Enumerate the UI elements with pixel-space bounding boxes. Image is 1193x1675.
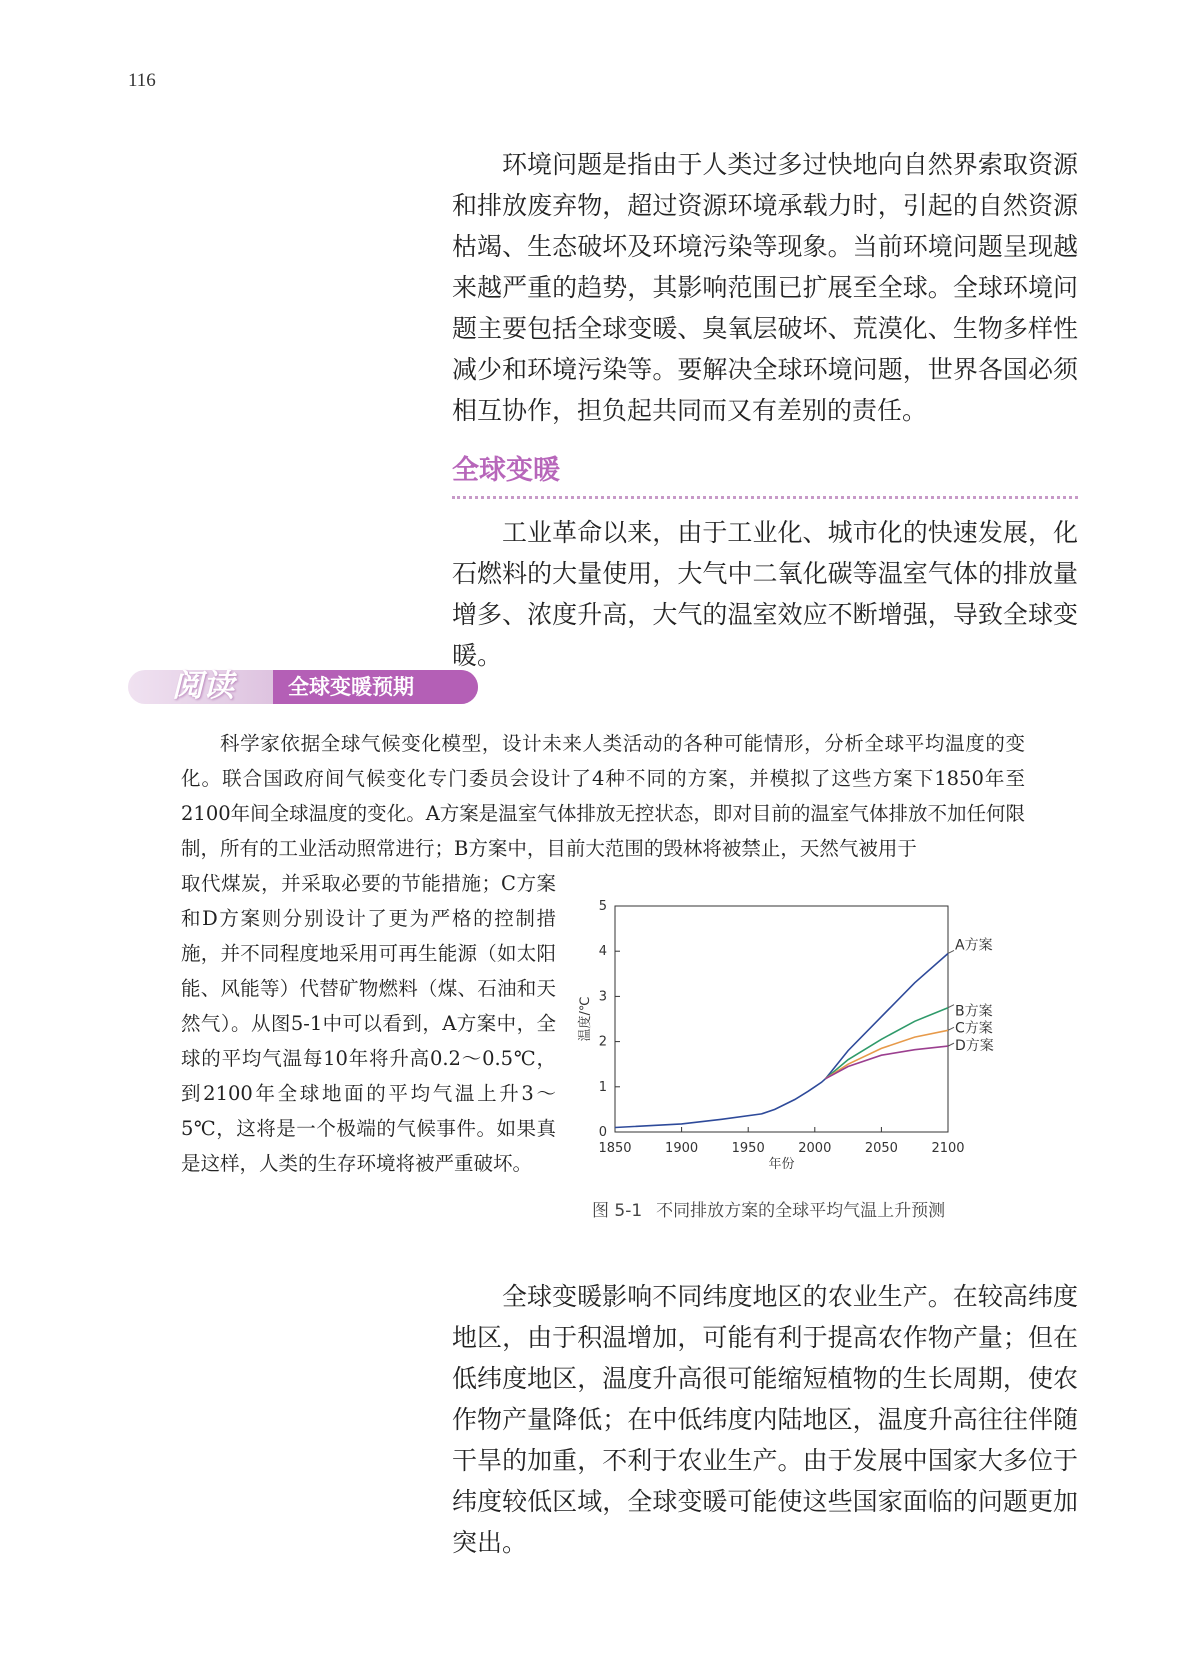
y-tick-label: 4	[598, 944, 607, 960]
series-label-A: A方案	[955, 937, 993, 954]
closing-paragraph-text: 全球变暖影响不同纬度地区的农业生产。在较高纬度地区，由于积温增加，可能有利于提高农作物产量；但在低纬度地区，温度升高很可能缩短植物的生长周期，使农作物产量降低；在中低纬度内陆地区，温度升高往往伴随干旱的加重，不利于农业生产。由于发展中国家大多位于纬度较低区域，全球变暖可能使这些国家面临的问题更加突出。	[452, 1282, 1078, 1557]
series-leader-A	[948, 950, 954, 953]
reading-paragraph-full	[181, 726, 1025, 866]
figure-number: 图 5-1	[592, 1201, 643, 1221]
section-paragraph-text: 工业革命以来，由于工业化、城市化的快速发展，化石燃料的大量使用，大气中二氧化碳等温室气体的排放量增多、浓度升高，大气的温室效应不断增强，导致全球变暖。	[452, 518, 1078, 670]
x-tick-label: 2100	[931, 1141, 965, 1156]
series-label-B: B方案	[955, 1003, 993, 1020]
section-divider	[452, 496, 1078, 499]
reading-paragraph-side-text: 取代煤炭，并采取必要的节能措施；C方案和D方案则分别设计了更为严格的控制措施，并不同程度地采用可再生能源（如太阳能、风能等）代替矿物燃料（煤、石油和天然气）。从图5-1中可以看到，A方案中，全球的平均气温每10年将升高0.2～0.5℃，到2100年全球地面的平均气温上升3～5℃，这将是一个极端的气候事件。如果真是这样，人类的生存环境将被严重破坏。	[181, 872, 556, 1175]
y-tick-label: 2	[598, 1034, 607, 1050]
y-tick-label: 3	[598, 989, 607, 1005]
x-tick-label: 1950	[731, 1141, 765, 1156]
y-axis-label: 温度/℃	[578, 996, 593, 1042]
x-tick-label: 2050	[864, 1141, 898, 1156]
page-number: 116	[128, 70, 156, 91]
intro-paragraph-text: 环境问题是指由于人类过多过快地向自然界索取资源和排放废弃物，超过资源环境承载力时，引起的自然资源枯竭、生态破坏及环境污染等现象。当前环境问题呈现越来越严重的趋势，其影响范围已扩展至全球。全球环境问题主要包括全球变暖、臭氧层破坏、荒漠化、生物多样性减少和环境污染等。要解决全球环境问题，世界各国必须相互协作，担负起共同而又有差别的责任。	[452, 150, 1078, 425]
x-axis-label: 年份	[768, 1157, 795, 1172]
reading-label: 阅读	[172, 668, 234, 704]
section-paragraph	[452, 512, 1078, 676]
x-tick-label: 2000	[798, 1141, 832, 1156]
intro-paragraph	[452, 144, 1078, 431]
reading-paragraph-full-text: 科学家依据全球气候变化模型，设计未来人类活动的各种可能情形，分析全球平均温度的变化。联合国政府间气候变化专门委员会设计了4种不同的方案，并模拟了这些方案下1850年至2100年间全球温度的变化。A方案是温室气体排放无控状态，即对目前的温室气体排放不加任何限制，所有的工业活动照常进行；B方案中，目前大范围的毁林将被禁止，天然气被用于	[181, 732, 1025, 860]
x-tick-label: 1900	[665, 1141, 699, 1156]
y-tick-label: 0	[598, 1125, 607, 1140]
reading-banner	[128, 666, 478, 706]
closing-paragraph	[452, 1276, 1078, 1563]
series-line-A	[826, 954, 949, 1079]
series-leader-C	[948, 1027, 954, 1030]
temperature-chart	[573, 894, 1013, 1184]
series-leader-D	[948, 1043, 954, 1046]
series-label-C: C方案	[955, 1020, 993, 1037]
series-label-D: D方案	[955, 1038, 994, 1055]
plot-frame	[615, 906, 948, 1132]
x-tick-label: 1850	[598, 1141, 632, 1156]
y-tick-label: 5	[598, 899, 607, 914]
temperature-chart-svg	[573, 894, 1013, 1184]
y-tick-label: 1	[598, 1079, 607, 1095]
section-title: 全球变暖	[452, 455, 560, 486]
figure-caption	[592, 1196, 945, 1221]
figure-caption-text: 不同排放方案的全球平均气温上升预测	[656, 1201, 946, 1221]
reading-title: 全球变暖预期	[288, 675, 414, 699]
reading-paragraph-side	[181, 866, 556, 1181]
series-leader-B	[948, 1005, 954, 1008]
series-line-baseline	[615, 1079, 826, 1128]
